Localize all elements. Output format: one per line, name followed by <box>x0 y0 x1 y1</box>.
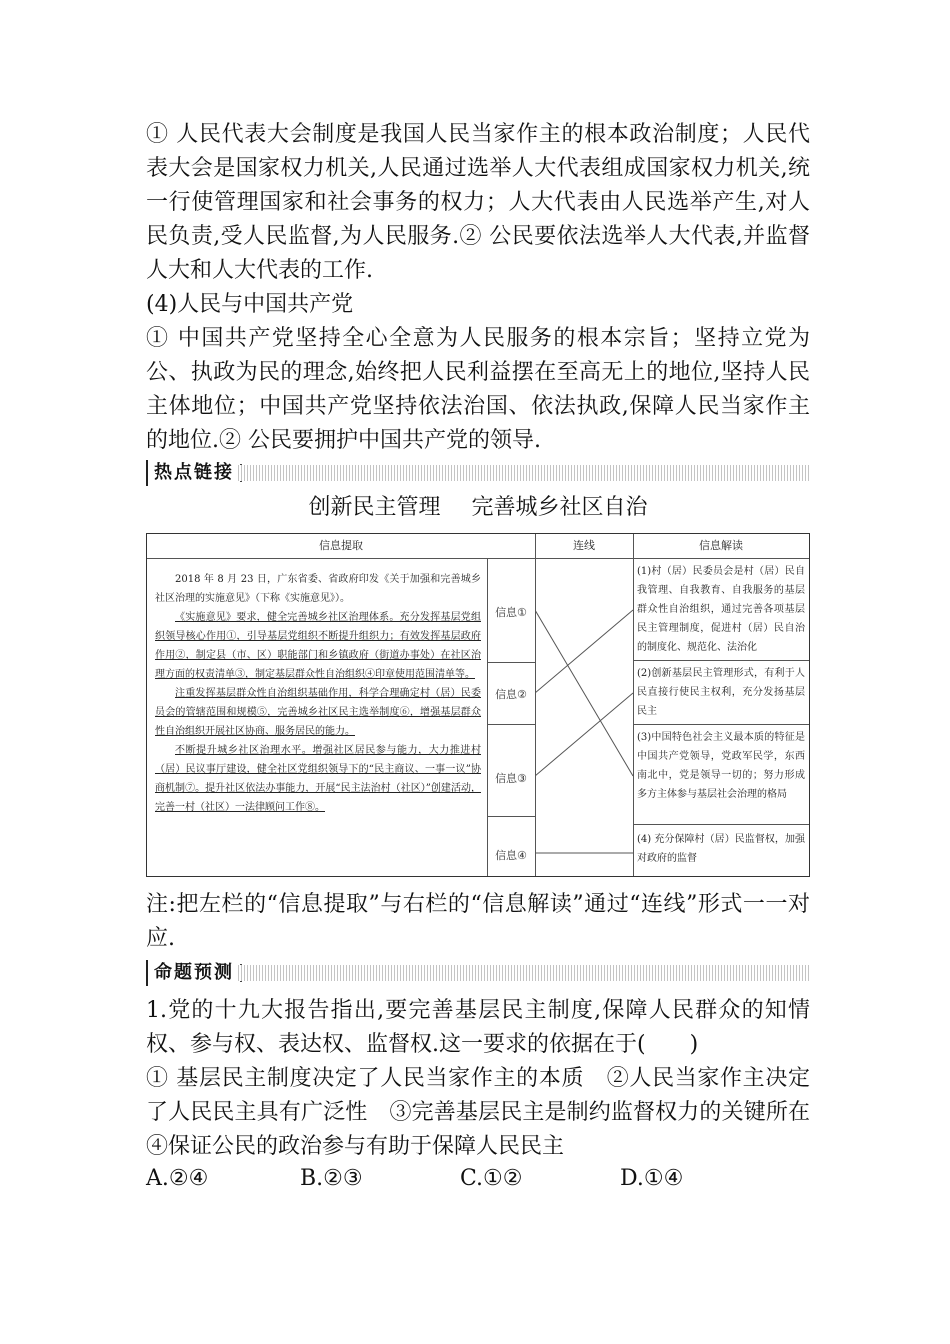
interp-divider-3 <box>633 824 809 825</box>
info-tag-1: 信息① <box>495 606 527 619</box>
interp-divider-2 <box>633 724 809 725</box>
option-b[interactable]: B.②③ <box>300 1166 363 1191</box>
interp-3: (3)中国特色社会主义最本质的特征是中国共产党领导，党政军民学，东西南北中，党是领导一切的；努力形成多方主体参与基层社会治理的格局 <box>637 732 805 800</box>
section4-heading: (4)人民与中国共产党 <box>146 292 354 317</box>
predict-label: 命题预测 <box>146 960 240 986</box>
link-line-2 <box>535 610 633 693</box>
interp-divider-1 <box>633 660 809 661</box>
source-p3: 注重发挥基层群众性自治组织基础作用，科学合理确定村（居）民委员会的管辖范围和规模⑤，完善城乡社区民主选举制度⑥，增强基层群众性自治组织开展社区协商、服务居民的能力。 <box>155 688 481 737</box>
source-p2: 《实施意见》要求，健全完善城乡社区治理体系。充分发挥基层党组织领导核心作用①，引导基层党组织不断提升组织力；有效发挥基层政府作用②，制定县（市、区）职能部门和乡镇政府（街道办事处）在社区治理方面的权责清单③，制定基层群众性自治组织④印章使用范围清单等。 <box>155 612 481 680</box>
predict-bar <box>146 960 810 986</box>
link-line-1 <box>535 610 633 776</box>
statements-text: ① 基层民主制度决定了人民当家作主的本质 ②人民当家作主决定了人民民主具有广泛性 ③完善基层民主是制约监督权力的关键所在 ④保证公民的政治参与有助于保障人民民主 <box>146 1066 833 1159</box>
hot-link-label: 热点链接 <box>146 460 240 486</box>
header-divider <box>147 558 809 559</box>
interp-4: (4) 充分保障村（居）民监督权，加强对政府的监督 <box>637 834 805 864</box>
tag-divider-3 <box>487 816 535 817</box>
info-table <box>146 533 810 877</box>
source-p4: 不断提升城乡社区治理水平。增强社区居民参与能力，大力推进村（居）民议事厅建设，健全社区党组织领导下的“民主商议、一事一议”协商机制⑦。提升社区依法办事能力，开展“民主法治村（社区）”创建活动，完善一村（社区）一法律顾问工作⑧。 <box>155 745 481 813</box>
info-tag-4: 信息④ <box>495 849 527 862</box>
header-interpret: 信息解读 <box>699 539 743 552</box>
interp-1: (1)村（居）民委员会是村（居）民自我管理、自我教育、自我服务的基层群众性自治组织，通过完善各项基层民主管理制度，促进村（居）民自治的制度化、规范化、法治化 <box>637 566 805 653</box>
section4-text: ① 中国共产党坚持全心全意为人民服务的根本宗旨；坚持立党为公、执政为民的理念,始终把人民利益摆在至高无上的地位,坚持人民主体地位；中国共产党坚持依法治国、依法执政,保障人民当家作主的地位.② 公民要拥护中国共产党的领导. <box>146 326 810 453</box>
source-p1: 2018 年 8 月 23 日，广东省委、省政府印发《关于加强和完善城乡社区治理的实施意见》（下称《实施意见》）。 <box>155 574 481 604</box>
source-text <box>155 570 481 817</box>
interp-2: (2)创新基层民主管理形式，有利于人民直接行使民主权利，充分发扬基层民主 <box>637 668 805 717</box>
header-extract: 信息提取 <box>319 539 363 552</box>
hot-title-left: 创新民主管理 <box>308 495 441 520</box>
predict-stripes <box>238 965 810 981</box>
question-text: 1.党的十九大报告指出,要完善基层民主制度,保障人民群众的知情权、参与权、表达权、监督权.这一要求的依据在于( ) <box>146 998 810 1057</box>
option-c[interactable]: C.①② <box>460 1166 523 1191</box>
header-link: 连线 <box>573 539 595 552</box>
link-line-3 <box>535 693 633 776</box>
tag-divider-2 <box>487 724 535 725</box>
note-text: 注:把左栏的“信息提取”与右栏的“信息解读”通过“连线”形式一一对应. <box>146 892 810 951</box>
tag-divider-1 <box>487 662 535 663</box>
top-paragraph: ① 人民代表大会制度是我国人民当家作主的根本政治制度；人民代表大会是国家权力机关,人民通过选举人大代表组成国家权力机关,统一行使管理国家和社会事务的权力；人大代表由人民选举产生,对人民负责,受人民监督,为人民服务.② 公民要依法选举人大代表,并监督人大和人大代表的工作. <box>146 122 810 283</box>
hot-link-bar <box>146 460 810 486</box>
hot-title <box>146 493 810 523</box>
hot-title-right: 完善城乡社区自治 <box>471 495 648 520</box>
hot-link-stripes <box>238 465 810 481</box>
link-lines <box>535 558 633 876</box>
option-a[interactable]: A.②④ <box>146 1166 209 1191</box>
info-tag-3: 信息③ <box>495 772 527 785</box>
col-divider-tags <box>487 558 488 876</box>
option-d[interactable]: D.①④ <box>620 1166 684 1191</box>
info-tag-2: 信息② <box>495 688 527 701</box>
